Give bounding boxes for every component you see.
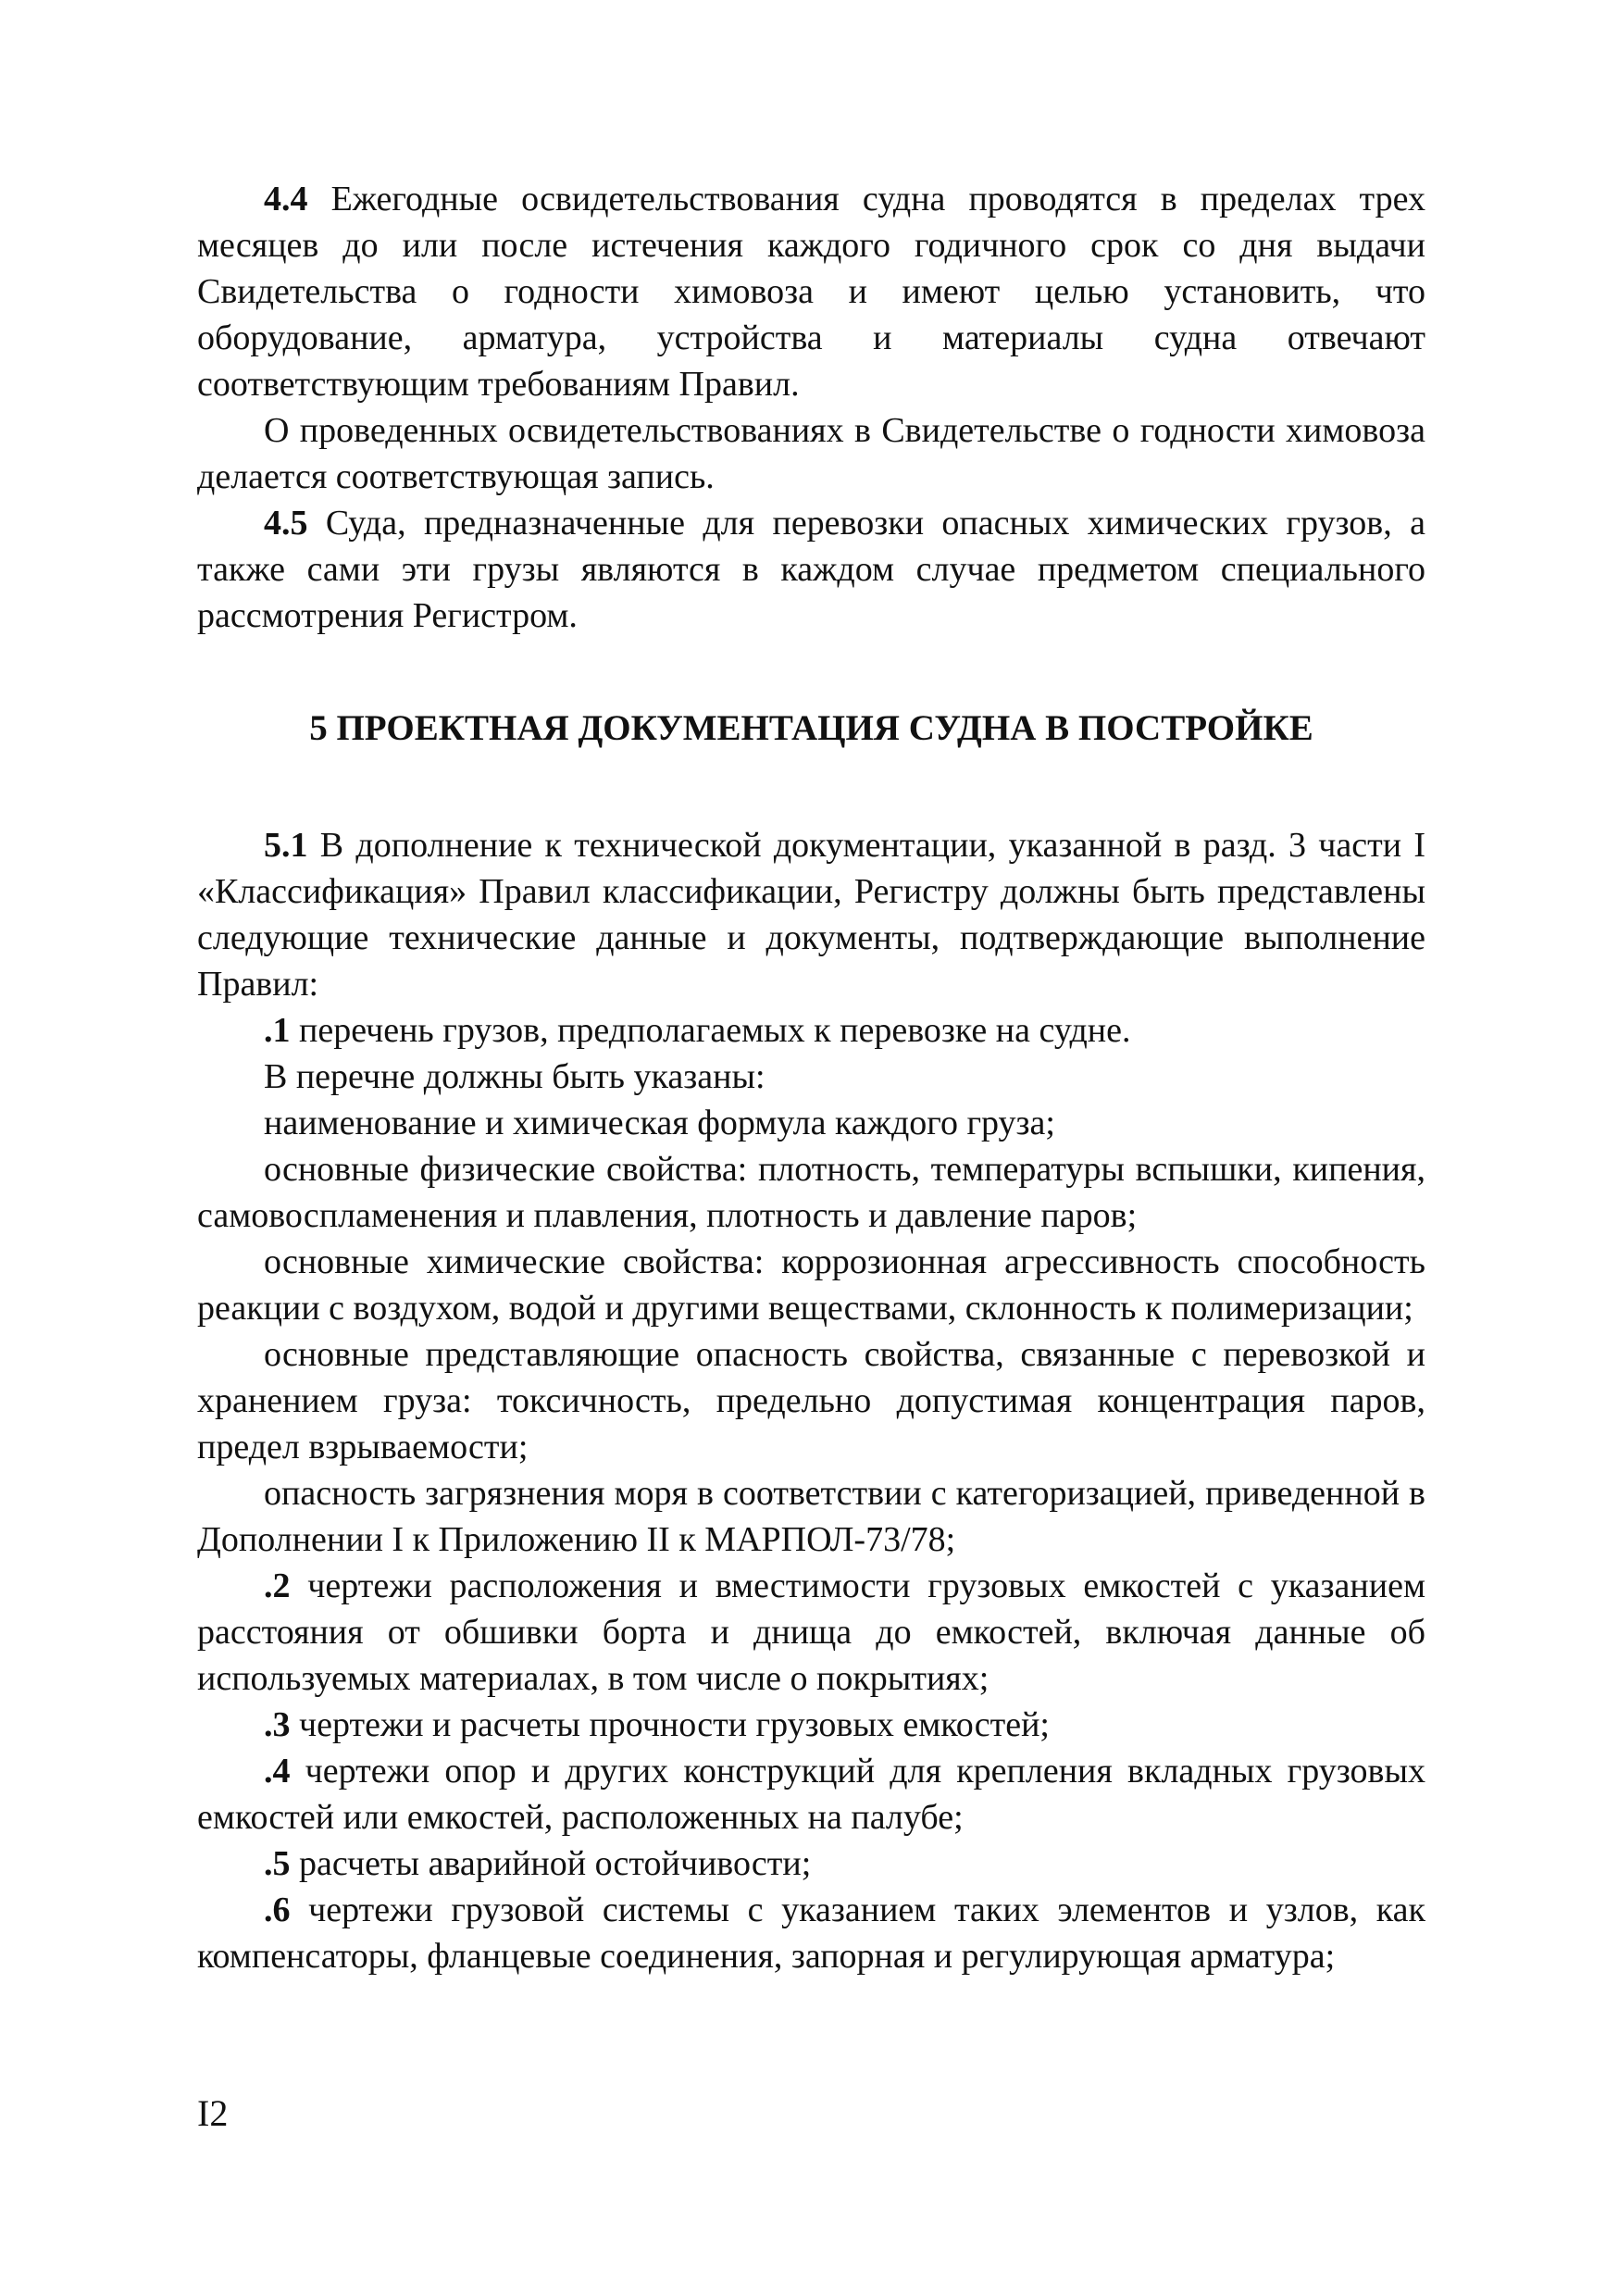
list-item-1	[197, 1007, 1425, 1054]
list-item-4	[197, 1748, 1425, 1841]
clause-text: Суда, предназначенные для перевозки опасных химических грузов, а также сами эти грузы являются в каждом случае предметом специального рассмотрения Регистром.	[197, 504, 1425, 635]
item-text: перечень грузов, предполагаемых к перевозке на судне.	[290, 1011, 1131, 1050]
item-number: .2	[264, 1566, 291, 1605]
item-number: .3	[264, 1705, 291, 1744]
list-item-2	[197, 1563, 1425, 1702]
list-entry-hazard-properties: основные представляющие опасность свойства, связанные с перевозкой и хранением груза: токсичность, предельно допустимая концентрация паров, предел взрываемости;	[197, 1335, 1425, 1466]
list-item-5	[197, 1841, 1425, 1887]
paragraph-4-4	[197, 176, 1425, 407]
list-intro: В перечне должны быть указаны:	[264, 1057, 765, 1096]
list-entry-physical-properties: основные физические свойства: плотность, температуры вспышки, кипения, самовоспламенения и плавления, плотность и давление паров;	[197, 1150, 1425, 1235]
list-entry-chemical-properties: основные химические свойства: коррозионная агрессивность способность реакции с воздухом, водой и другими веществами, склонность к полимеризации;	[197, 1242, 1425, 1328]
paragraph-5-1	[197, 822, 1425, 1007]
section-4-text	[197, 176, 1425, 639]
list-item-3	[197, 1702, 1425, 1748]
item-number: .1	[264, 1011, 291, 1050]
section-5-text	[197, 822, 1425, 1979]
item-text: чертежи опор и других конструкций для крепления вкладных грузовых емкостей или емкостей, расположенных на палубе;	[197, 1752, 1425, 1837]
list-entry-name-formula: наименование и химическая формула каждого груза;	[264, 1104, 1055, 1142]
clause-number: 4.5	[264, 504, 308, 543]
item-number: .4	[264, 1752, 291, 1791]
item-text: расчеты аварийной остойчивости;	[290, 1844, 812, 1883]
paragraph-4-4-note: О проведенных освидетельствованиях в Свидетельстве о годности химовоза делается соответствующая запись.	[197, 411, 1425, 496]
item-number: .6	[264, 1890, 291, 1929]
item-text: чертежи грузовой системы с указанием таких элементов и узлов, как компенсаторы, фланцевые соединения, запорная и регулирующая арматура;	[197, 1890, 1425, 1976]
list-entry-marine-pollution: опасность загрязнения моря в соответствии с категоризацией, приведенной в Дополнении I к Приложению II к МАРПОЛ-73/78;	[197, 1474, 1425, 1559]
item-number: .5	[264, 1844, 291, 1883]
item-text: чертежи и расчеты прочности грузовых емкостей;	[290, 1705, 1050, 1744]
clause-text: В дополнение к технической документации, указанной в разд. 3 части I «Классификация» Правил классификации, Регистру должны быть представлены следующие технические данные и документы, подтверждающие выполнение Правил:	[197, 826, 1425, 1004]
list-item-6	[197, 1887, 1425, 1979]
paragraph-4-5	[197, 500, 1425, 639]
clause-number: 4.4	[264, 180, 308, 218]
clause-text: Ежегодные освидетельствования судна проводятся в пределах трех месяцев до или после истечения каждого годичного срок со дня выдачи Свидетельства о годности химовоза и имеют целью установить, что оборудование, арматура, устройства и материалы судна отвечают соответствующим требованиям Правил.	[197, 180, 1425, 404]
clause-number: 5.1	[264, 826, 308, 865]
page-number: I2	[197, 2092, 229, 2134]
section-5-heading: 5 ПРОЕКТНАЯ ДОКУМЕНТАЦИЯ СУДНА В ПОСТРОЙКЕ	[309, 708, 1313, 748]
item-text: чертежи расположения и вместимости грузовых емкостей с указанием расстояния от обшивки борта и днища до емкостей, включая данные об используемых материалах, в том числе о покрытиях;	[197, 1566, 1425, 1698]
